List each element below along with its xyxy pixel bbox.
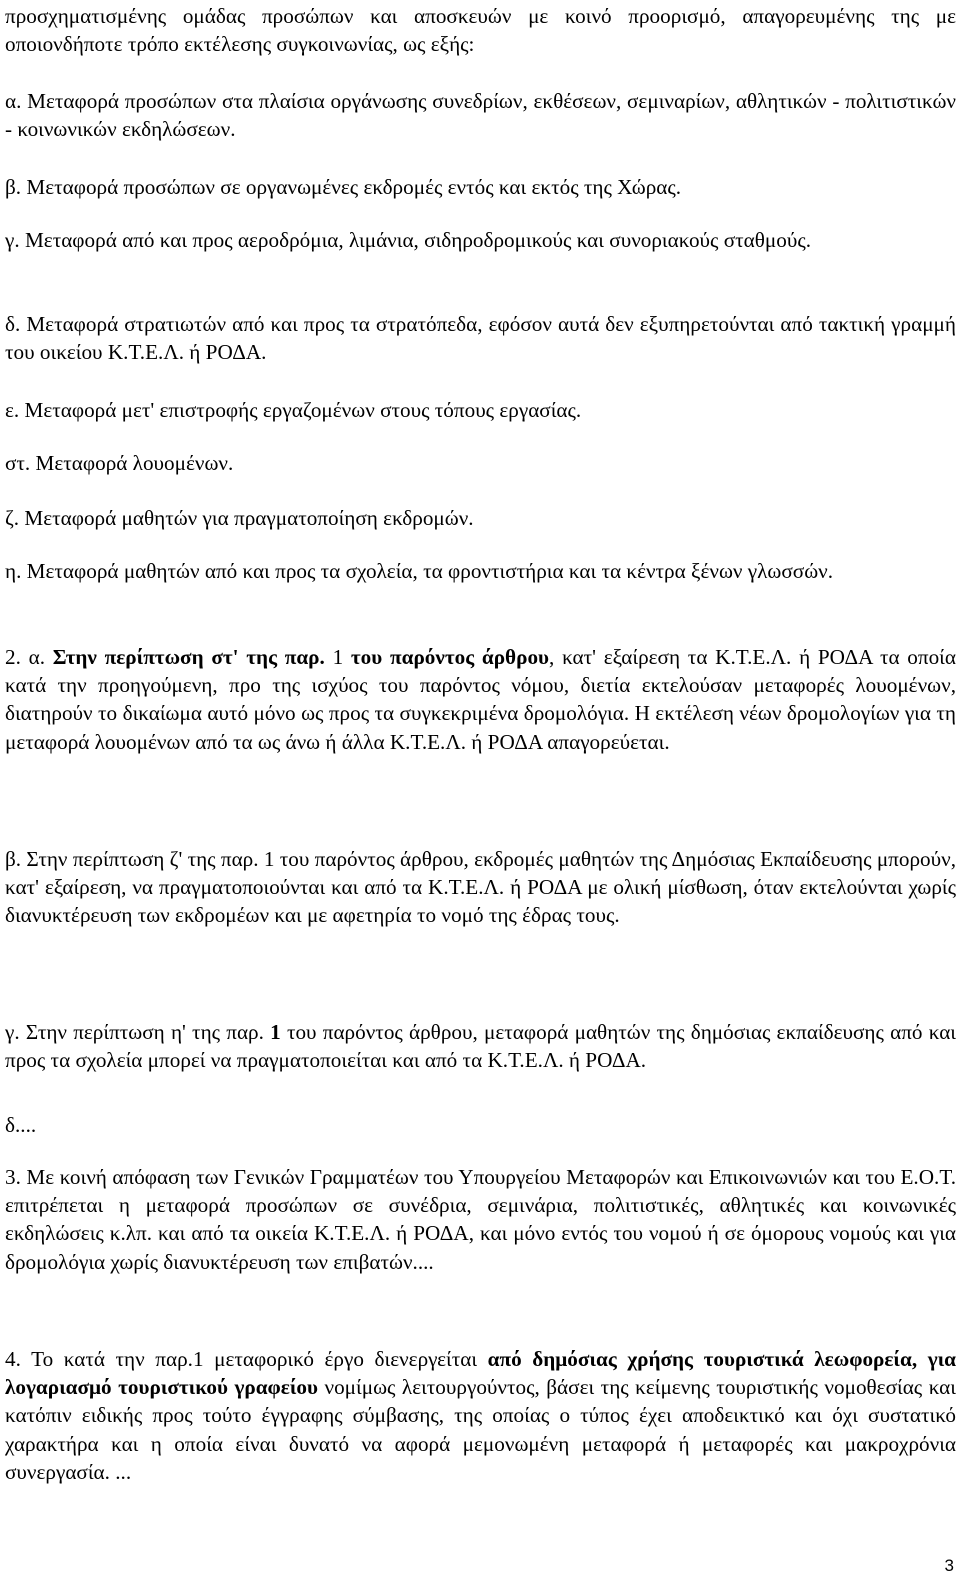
item-e: ε. Μεταφορά μετ' επιστροφής εργαζομένων στους τόπους εργασίας.: [5, 398, 582, 422]
item-st: στ. Μεταφορά λουομένων.: [5, 451, 234, 475]
paragraph-4: [5, 1345, 956, 1486]
paragraph-3: 3. Με κοινή απόφαση των Γενικών Γραμματέων του Υπουργείου Μεταφορών και Επικοινωνιών και του Ε.Ο.Τ. επιτρέπεται η μεταφορά προσώπων σε συνέδρια, σεμινάρια, πολιτιστικές, αθλητικές και κοινωνικές εκδηλώσεις κ.λπ. και από τα οικεία Κ.Τ.Ε.Λ. ή ΡΟΔΑ, και μόνο εντός του νομού ή σε όμορους νομούς και για δρομολόγια χωρίς διανυκτέρευση των επιβατών....: [5, 1165, 956, 1274]
item-c: γ. Μεταφορά από και προς αεροδρόμια, λιμάνια, σιδηροδρομικούς και συνοριακούς σταθμούς.: [5, 228, 812, 252]
paragraph-2a-rest: , κατ' εξαίρεση τα Κ.Τ.Ε.Λ. ή ΡΟΔΑ τα οποία κατά την προηγούμενη, προ της ισχύος του παρόντος νόμου, διετία εκτελούσαν μεταφορές λουομένων, διατηρούν το δικαίωμα αυτό μόνο ως προς τα συγκεκριμένα δρομολόγια. Η εκτέλεση νέων δρομολογίων για τη μεταφορά λουομένων από τα ως άνω ή άλλα Κ.Τ.Ε.Λ. ή ΡΟΔΑ απαγορεύεται.: [5, 645, 956, 754]
paragraph-2c-bold: 1: [270, 1020, 281, 1044]
item-z: ζ. Μεταφορά μαθητών για πραγματοποίηση εκδρομών.: [5, 506, 474, 530]
paragraph-2c-rest: του παρόντος άρθρου, μεταφορά μαθητών της δημόσιας εκπαίδευσης από και προς τα σχολεία μπορεί να πραγματοποιείται και από τα Κ.Τ.Ε.Λ. ή ΡΟΔΑ.: [5, 1020, 956, 1073]
page-number: 3: [944, 1555, 954, 1575]
item-a: α. Μεταφορά προσώπων στα πλαίσια οργάνωσης συνεδρίων, εκθέσεων, σεμιναρίων, αθλητικών - πολιτιστικών - κοινωνικών εκδηλώσεων.: [5, 89, 956, 142]
item-b: β. Μεταφορά προσώπων σε οργανωμένες εκδρομές εντός και εκτός της Χώρας.: [5, 175, 682, 199]
paragraph-4-rest: νομίμως λειτουργούντος, βάσει της κείμενης τουριστικής νομοθεσίας και κατόπιν ειδικής προς τούτο έγγραφης σύμβασης, της οποίας ο τύπος έχει αποδεικτικό και όχι συστατικό χαρακτήρα και η οποία είναι δυνατό να αφορά μεμονωμένη μεταφορά ή μεταφορές και μακροχρόνια συνεργασία. ...: [5, 1375, 956, 1484]
paragraph-4-prefix: 4. Το κατά την παρ.1 μεταφορικό έργο διενεργείται: [5, 1347, 488, 1371]
item-h: η. Μεταφορά μαθητών από και προς τα σχολεία, τα φροντιστήρια και τα κέντρα ξένων γλωσσών.: [5, 559, 834, 583]
paragraph-4-bold: από δημόσιας χρήσης τουριστικά λεωφορεία, για λογαριασμό τουριστικού γραφείου: [5, 1347, 957, 1400]
paragraph-2a-mid: 1: [324, 645, 351, 669]
paragraph-2c: [5, 1018, 956, 1074]
paragraph-2d: δ....: [5, 1113, 37, 1137]
paragraph-2a-bold-1: Στην περίπτωση στ' της παρ.: [52, 645, 325, 669]
paragraph-2a-bold-2: του παρόντος άρθρου: [350, 645, 550, 669]
paragraph-2a-prefix: 2. α.: [5, 645, 53, 669]
paragraph-2b: β. Στην περίπτωση ζ' της παρ. 1 του παρόντος άρθρου, εκδρομές μαθητών της Δημόσιας Εκπαίδευσης μπορούν, κατ' εξαίρεση, να πραγματοποιούνται και από τα Κ.Τ.Ε.Λ. ή ΡΟΔΑ με ολική μίσθωση, όταν εκτελούνται χωρίς διανυκτέρευση των εκδρομέων και με αφετηρία το νομό της έδρας τους.: [5, 847, 956, 928]
intro-paragraph: προσχηματισμένης ομάδας προσώπων και αποσκευών με κοινό προορισμό, απαγορευμένης της με οποιονδήποτε τρόπο εκτέλεσης συγκοινωνίας, ως εξής:: [5, 4, 956, 57]
paragraph-2a: [5, 643, 956, 756]
paragraph-2c-prefix: γ. Στην περίπτωση η' της παρ.: [5, 1020, 271, 1044]
item-d: δ. Μεταφορά στρατιωτών από και προς τα στρατόπεδα, εφόσον αυτά δεν εξυπηρετούνται από τακτική γραμμή του οικείου Κ.Τ.Ε.Λ. ή ΡΟΔΑ.: [5, 312, 956, 365]
